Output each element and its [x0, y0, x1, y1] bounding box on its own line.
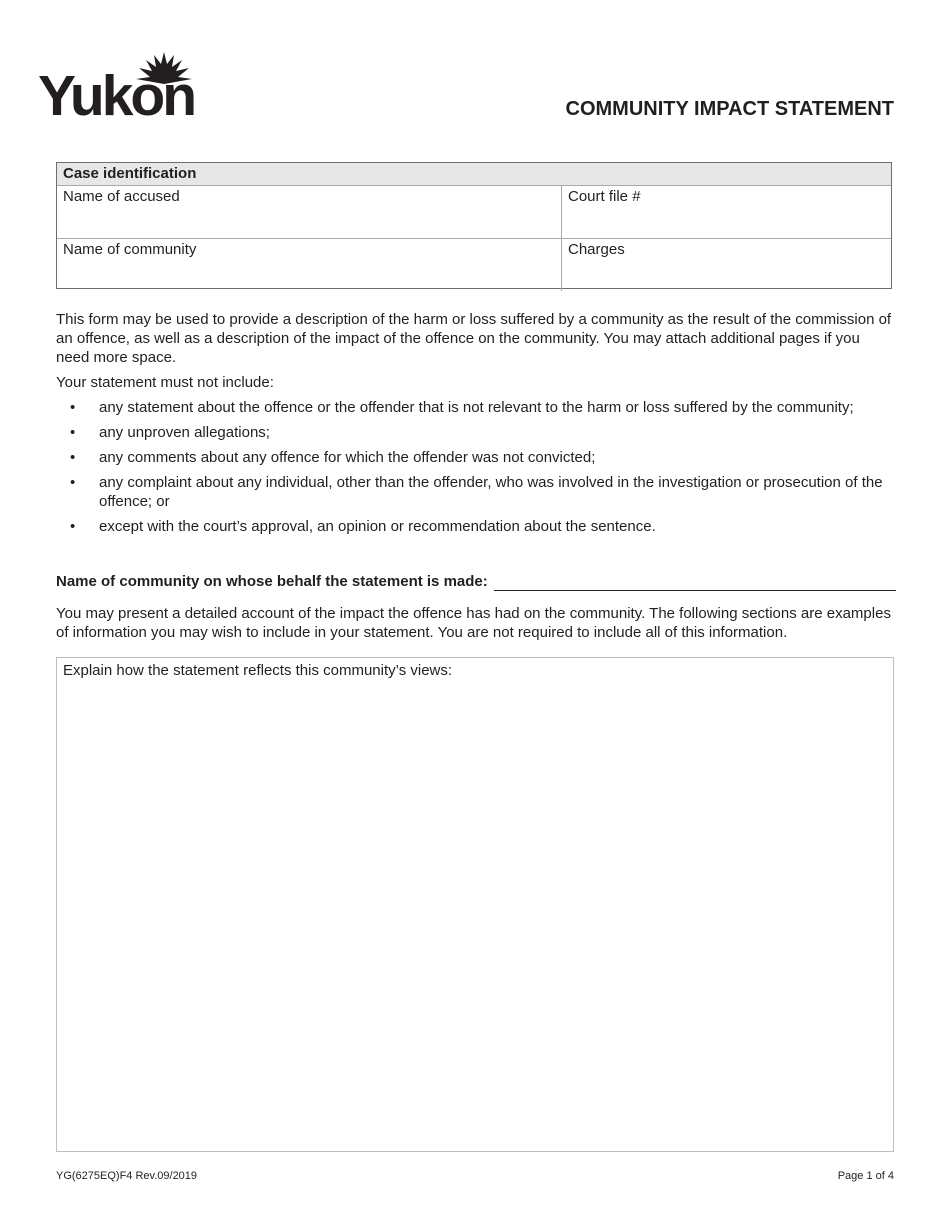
court-file-field[interactable]: Court file # — [568, 188, 641, 205]
explain-views-textarea[interactable] — [63, 686, 891, 1150]
explain-views-box — [56, 657, 894, 1152]
list-item: • except with the court’s approval, an opinion or recommendation about the sentence. — [56, 517, 896, 536]
list-item: • any unproven allegations; — [56, 423, 896, 442]
form-code: YG(6275EQ)F4 Rev.09/2019 — [56, 1170, 198, 1182]
community-name-label: Name of community on whose behalf the statement is made: — [56, 573, 488, 590]
case-identification-table — [56, 162, 892, 289]
list-item: • any complaint about any individual, other than the offender, who was involved in the investigation or prosecution of the offence; or — [56, 473, 896, 511]
name-of-accused-field[interactable]: Name of accused — [57, 186, 562, 238]
case-row — [57, 186, 891, 238]
page-number: Page 1 of 4 — [837, 1170, 894, 1182]
case-identification-heading: Case identification — [57, 163, 891, 186]
logo-wordmark: Yukon — [38, 64, 195, 128]
must-not-include-heading: Your statement must not include: — [56, 374, 274, 391]
community-name-row — [56, 572, 896, 591]
yukon-logo — [38, 52, 210, 128]
charges-field[interactable]: Charges — [568, 241, 625, 258]
explain-views-label: Explain how the statement reflects this community’s views: — [63, 662, 453, 679]
exclusion-list — [56, 398, 896, 542]
list-item: • any comments about any offence for which the offender was not convicted; — [56, 448, 896, 467]
name-of-community-field[interactable]: Name of community — [57, 239, 562, 291]
document-title: COMMUNITY IMPACT STATEMENT — [565, 98, 894, 120]
detail-paragraph: You may present a detailed account of the impact the offence has had on the community. The following sections are examples of information you may wish to include in your statement. You are not required to include all of this information. — [56, 605, 891, 641]
list-item: • any statement about the offence or the offender that is not relevant to the harm or loss suffered by the community; — [56, 398, 896, 417]
case-row — [57, 238, 891, 291]
intro-paragraph: This form may be used to provide a description of the harm or loss suffered by a community as the result of the commission of an offence, as well as a description of the impact of the offence on the community. You may attach additional pages if you need more space. — [56, 311, 892, 366]
community-name-input[interactable] — [494, 574, 896, 591]
